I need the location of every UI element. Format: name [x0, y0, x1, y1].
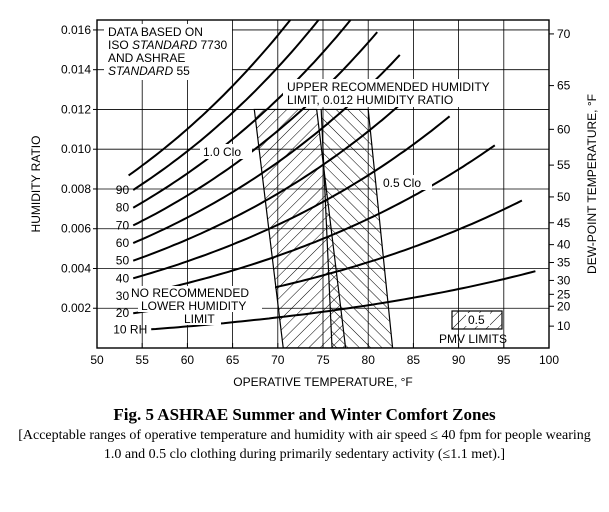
y-tick-label: 0.004 [60, 261, 91, 276]
rh-curve-label: 40 [115, 271, 130, 286]
y2-tick-label: 20 [557, 299, 571, 314]
rh-curve-label: 30 [115, 288, 130, 303]
clo-1-0-label [200, 144, 252, 159]
y-tick-label: 0.012 [60, 102, 91, 117]
pmv-value: 0.5 [468, 313, 485, 327]
x-tick-label: 75 [316, 353, 330, 367]
data-basis-line-2: ISO STANDARD 7730 [108, 38, 228, 52]
y2-tick-label: 25 [557, 287, 571, 302]
y2-axis-label: DEW-POINT TEMPERATURE, °F [585, 94, 599, 274]
y-tick-label: 0.006 [60, 221, 91, 236]
rh-curve-label: 20 [115, 306, 130, 321]
x-tick-label: 95 [497, 353, 511, 367]
y-axis-label: HUMIDITY RATIO [29, 135, 43, 233]
x-tick-label: 90 [451, 353, 466, 367]
x-tick-label: 85 [406, 353, 421, 367]
rh-curve-label: 60 [115, 236, 130, 251]
upper-humidity-note [283, 79, 493, 107]
x-tick-label: 65 [225, 353, 240, 367]
y-tick-label: 0.008 [60, 181, 91, 196]
rh-curve-label: 10 RH [113, 322, 148, 337]
lower-humidity-line-2: LOWER HUMIDITY [141, 299, 247, 313]
clo-0-5-label [380, 175, 432, 190]
data-basis-note [104, 24, 232, 80]
x-tick-label: 50 [90, 353, 104, 367]
rh-curve-label: 90 [115, 182, 130, 197]
y-axis-left [61, 23, 97, 315]
data-basis-line-3: AND ASHRAE [108, 51, 186, 65]
figure-note: [Acceptable ranges of operative temperature and humidity with air speed ≤ 40 fpm for people wearing 1.0 and 0.5 clo clothing during primarily sedentary activity (≤1.1 met).] [18, 428, 591, 462]
x-tick-label: 70 [271, 353, 285, 367]
pmv-limits-label: PMV LIMITS [439, 332, 508, 346]
y2-tick-label: 65 [557, 78, 571, 93]
lower-humidity-line-3: LIMIT [184, 312, 215, 326]
y-tick-label: 0.002 [60, 301, 91, 316]
y2-tick-label: 10 [557, 319, 571, 334]
y2-tick-label: 40 [557, 237, 571, 252]
pmv-legend [439, 311, 507, 346]
y2-tick-label: 70 [557, 26, 571, 41]
rh-curve-label: 80 [115, 200, 130, 215]
lower-humidity-line-1: NO RECOMMENDED [131, 286, 250, 300]
y2-tick-label: 60 [557, 122, 571, 137]
y2-tick-label: 45 [557, 215, 571, 230]
x-tick-label: 100 [538, 353, 560, 367]
clo-0-5-text: 0.5 Clo [383, 176, 422, 190]
x-tick-label: 80 [361, 353, 375, 367]
upper-humidity-line-2: LIMIT, 0.012 HUMIDITY RATIO [287, 93, 454, 107]
data-basis-line-1: DATA BASED ON [108, 25, 203, 39]
x-axis-label: OPERATIVE TEMPERATURE, °F [233, 375, 413, 389]
y-axis-right [549, 27, 571, 333]
clo-1-0-text: 1.0 Clo [203, 145, 242, 159]
figure-caption [0, 402, 609, 464]
y2-tick-label: 50 [557, 189, 571, 204]
y2-tick-label: 35 [557, 255, 571, 270]
rh-curve-label: 50 [115, 253, 130, 268]
data-basis-line-4: STANDARD 55 [108, 64, 190, 78]
x-tick-label: 60 [180, 353, 195, 367]
upper-humidity-line-1: UPPER RECOMMENDED HUMIDITY [287, 80, 490, 94]
y2-tick-label: 55 [557, 158, 571, 173]
rh-curve-label: 70 [115, 218, 130, 233]
y2-tick-label: 30 [557, 273, 571, 288]
y-tick-label: 0.014 [60, 62, 91, 77]
y-tick-label: 0.016 [60, 22, 91, 37]
figure-title: Fig. 5 ASHRAE Summer and Winter Comfort Zones [113, 405, 496, 424]
x-tick-label: 55 [135, 353, 149, 367]
y-tick-label: 0.010 [60, 142, 91, 157]
